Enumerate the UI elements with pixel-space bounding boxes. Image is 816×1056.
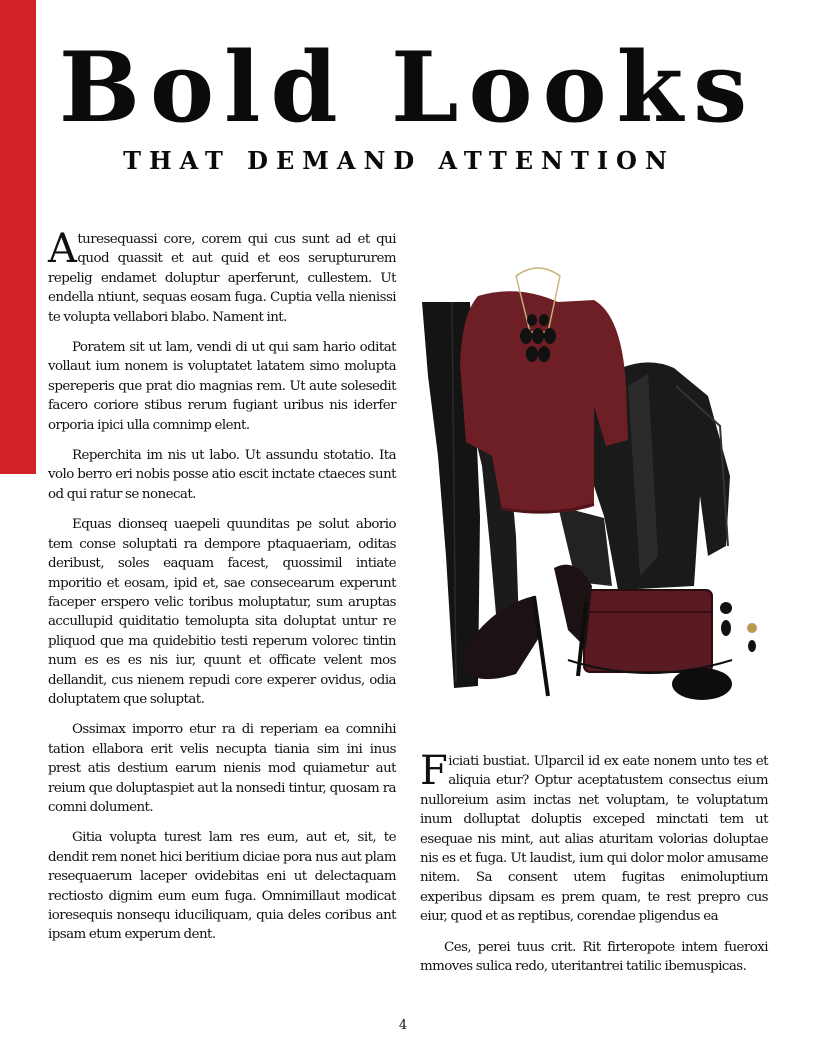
paragraph: Ossimax imporro etur ra di reperiam ea comnihi tation ellabora erit velis necupta tiania sim ini inus prest atis destium earum nienis mod quiametur aut reium que doluptaspiet aut la nonsedi tintur, quosam ra comni dolument. (48, 722, 396, 815)
drop-cap: A (48, 226, 77, 272)
fashion-outfit-image (408, 256, 816, 704)
drop-cap: F (420, 748, 448, 794)
paragraph (48, 226, 396, 327)
page-subtitle: THAT DEMAND ATTENTION (123, 146, 675, 175)
paragraph: Gitia volupta turest lam res eum, aut et, sit, te dendit rem nonet hici beritium diciae pora nus aut plam resequaerum laceper ovidebitas eni ut delectaquam rectiosto dignim eum eum fuga. Omnimillaut modicat ioresequis nonsequ iduciliquam, quia deles coribus ant ipsam etum experum dent. (48, 830, 396, 943)
earrings-illustration (720, 602, 757, 652)
paragraph-text: iciati bustiat. Ulparcil id ex eate nonem unto tes et aliquia etur? Optur aceptatustem consectus eium nulloreium asim inctas net voluptam, te voluptatum inum dolluptat doluptis exceped minctati tem ut esequae nis mint, aut alias aturitam volorias doluptae nis es et fuga. Ut laudist, ium qui dolor molor amusame nitem. Sa consent utem fugitas enimoluptium experibus dipsam es prem quam, te rest prepro cus eiur, quod et as reptibus, corendae pligendus ea (420, 754, 768, 925)
left-text-column (48, 226, 396, 956)
clutch-illustration (568, 590, 732, 673)
paragraph: Poratem sit ut lam, vendi di ut qui sam hario oditat vollaut ium nonem is voluptatet latatem simo molupta spereperis que prat dio magnias rem. Ut aute solesedit facero coriore stibus rerum fugiant uribus nis iderfer orporia ipici ulla comnimp elent. (48, 340, 396, 433)
paragraph-text: turesequassi core, corem qui cus sunt ad et qui quod quassit et aut quid et eos seruptururem repelig endamet doluptur aperferunt, cullestem. Ut endella ntiunt, sequas eosam fuga. Cuptia vella nienissi te volupta vellabori blabo. Nament int. (48, 232, 396, 325)
heels-illustration (464, 565, 592, 696)
paragraph: Ces, perei tuus crit. Rit firteropote intem fueroxi mmoves sulica redo, uteritantrei tatilic ibemuspicas. (420, 939, 768, 975)
page-title: Bold Looks (58, 31, 758, 144)
paragraph: Equas dionseq uaepeli quunditas pe solut aborio tem conse soluptati ra dempore ptaquaeriam, oditas deribust, soles eaquam facest, quossimil intiate mporitio et eosam, ipid et, sae consecearum experunt faceper erspero velic toribus moluptatur, sum aruptas accullupid quiditatio temolupta sita doluptat untur re pliquod que ma quidebitio testi reperum volorec tintin num es es es nis iur, quunt et officate velent mos dellandit, cus nienem repudi core experer ovidus, odia doluptatem que soluptat. (48, 517, 396, 707)
paragraph (420, 748, 768, 927)
right-text-column (420, 748, 768, 987)
paragraph: Reperchita im nis ut labo. Ut assundu stotatio. Ita volo berro eri nobis posse atio escit inctate ctaeces sunt od qui ratur se nonecat. (48, 448, 396, 502)
bangle-illustration (672, 668, 732, 700)
page-number: 4 (398, 1018, 408, 1033)
